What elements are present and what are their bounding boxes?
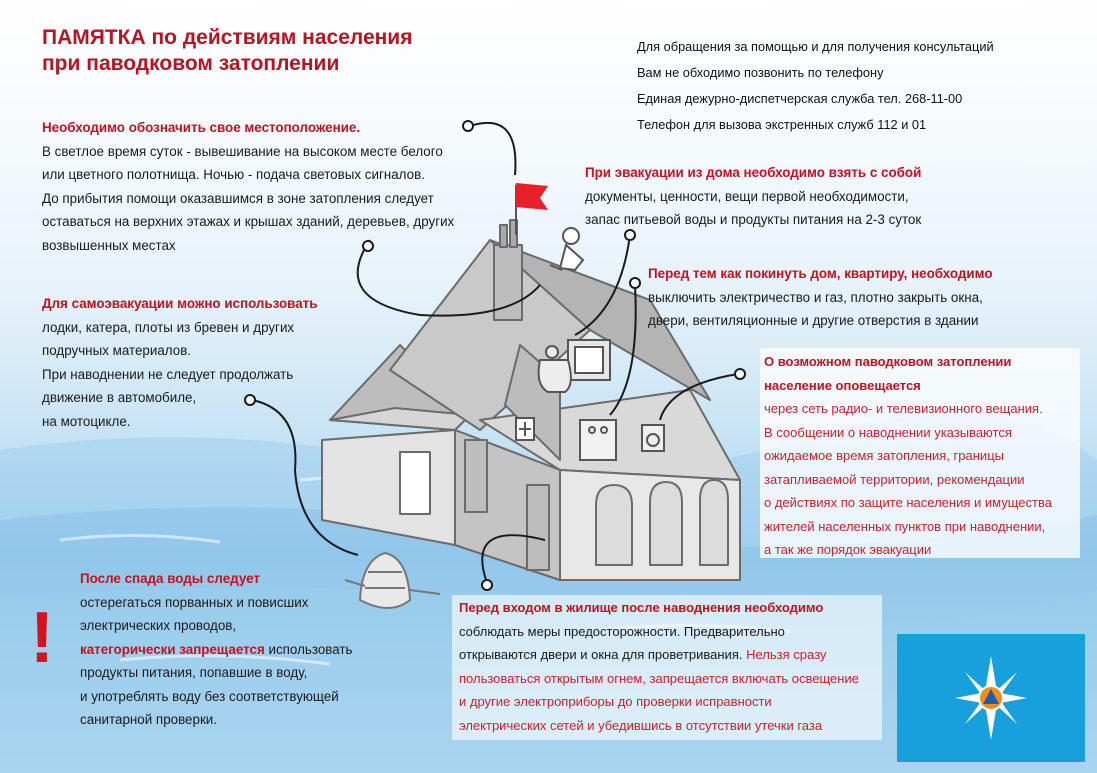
evacuation-items-section: [585, 161, 921, 232]
title-line: ПАМЯТКА по действиям населения: [42, 26, 413, 49]
stove-icon: [580, 420, 616, 460]
location-line: возвышенных местах: [42, 237, 176, 253]
before-entering-line: [459, 643, 859, 667]
page-title: [42, 25, 412, 77]
self-evacuation-line: движение в автомобиле,: [42, 390, 197, 405]
flood-warning-line: а так же порядок эвакуации: [764, 542, 932, 557]
leave-home-heading: Перед тем как покинуть дом, квартиру, необходимо: [648, 266, 993, 281]
before-entering-warning: и другие электроприборы до проверки исправности: [459, 694, 772, 709]
flood-warning-line: ожидаемое время затопления, границы: [764, 448, 1004, 463]
location-line: В светлое время суток - вывешивание на высоком месте белого: [42, 143, 443, 159]
before-entering-line: соблюдать меры предосторожности. Предварительно: [459, 623, 785, 639]
emergency-emblem: [897, 634, 1085, 762]
after-flood-section: [80, 567, 353, 732]
location-line: До прибытия помощи оказавшимся в зоне затопления следует: [42, 190, 434, 206]
after-flood-heading: После спада воды следует: [80, 571, 260, 586]
self-evacuation-line: При наводнении не следует продолжать: [42, 366, 294, 382]
self-evacuation-line: подручных материалов.: [42, 343, 192, 358]
flood-warning-line: затапливаемой территории, рекомендации: [764, 471, 1025, 487]
location-heading: Необходимо обозначить свое местоположение.: [42, 120, 361, 135]
flag-icon: [516, 183, 548, 235]
title-line: при паводковом затоплении: [42, 52, 340, 75]
leave-home-line: выключить электричество и газ, плотно закрыть окна,: [648, 289, 983, 305]
contact-line: Вам не обходимо позвонить по телефону: [637, 65, 884, 80]
leave-home-line: двери, вентиляционные и другие отверстия в здании: [648, 313, 979, 328]
evacuation-heading: При эвакуации из дома необходимо взять с собой: [585, 165, 922, 180]
after-flood-text: использовать: [264, 641, 353, 657]
after-flood-line: продукты питания, попавшие в воду,: [80, 665, 308, 680]
flood-warning-line: через сеть радио- и телевизионного вещания.: [764, 401, 1043, 416]
self-evacuation-line: на мотоцикле.: [42, 413, 131, 429]
before-entering-heading: Перед входом в жилище после наводнения необходимо: [459, 600, 824, 615]
radio-icon: [642, 425, 664, 451]
flood-warning-line: жителей населенных пунктов при наводнении,: [764, 518, 1046, 534]
flood-warning-heading: население оповещается: [764, 377, 921, 393]
location-section: [42, 116, 454, 257]
flood-warning-line: В сообщении о наводнении указываются: [764, 424, 1012, 440]
location-line: или цветного полотнища. Ночью - подача световых сигналов.: [42, 167, 425, 182]
self-evacuation-heading: Для самоэвакуации можно использовать: [42, 296, 318, 311]
after-flood-line: санитарной проверки.: [80, 712, 217, 727]
emblem-icon: [897, 634, 1085, 762]
self-evacuation-line: лодки, катера, плоты из бревен и других: [42, 319, 295, 335]
flood-warning-section: [764, 350, 1052, 562]
after-flood-line: [80, 638, 353, 662]
before-entering-text: открываются двери и окна для проветривания.: [459, 647, 743, 662]
self-evacuation-section: [42, 292, 317, 433]
after-flood-line: и употреблять воду без соответствующей: [80, 688, 339, 704]
flood-warning-line: о действиях по защите населения и имущества: [764, 495, 1052, 510]
after-flood-line: электрических проводов,: [80, 618, 237, 633]
tv-icon: [568, 340, 610, 380]
contact-line: Телефон для вызова экстренных служб 112 и 01: [637, 117, 927, 132]
first-aid-icon: [516, 418, 534, 440]
boat-icon: [345, 553, 440, 608]
forbidden-label: категорически запрещается: [80, 641, 265, 657]
before-entering-warning: пользоваться открытым огнем, запрещается включать освещение: [459, 670, 859, 686]
location-line: оставаться на верхних этажах и крышах зданий, деревьев, других: [42, 214, 455, 229]
contact-info: [637, 34, 994, 138]
before-entering-warning: электрических сетей и убедившись в отсутствии утечки газа: [459, 717, 823, 733]
contact-line: Для обращения за помощью и для получения консультаций: [637, 39, 994, 54]
evacuation-line: документы, ценности, вещи первой необходимости,: [585, 188, 909, 204]
contact-line: Единая дежурно-диспетчерская служба тел. 268-11-00: [637, 91, 963, 106]
before-entering-warning: Нельзя сразу: [742, 647, 827, 662]
evacuation-line: запас питьевой воды и продукты питания на 2-3 суток: [585, 212, 922, 227]
exclamation-mark: !: [30, 598, 54, 678]
flood-warning-heading: О возможном паводковом затоплении: [764, 354, 1012, 369]
after-flood-line: остерегаться порванных и повисших: [80, 594, 309, 610]
leave-home-section: [648, 262, 993, 333]
before-entering-section: [459, 596, 859, 737]
